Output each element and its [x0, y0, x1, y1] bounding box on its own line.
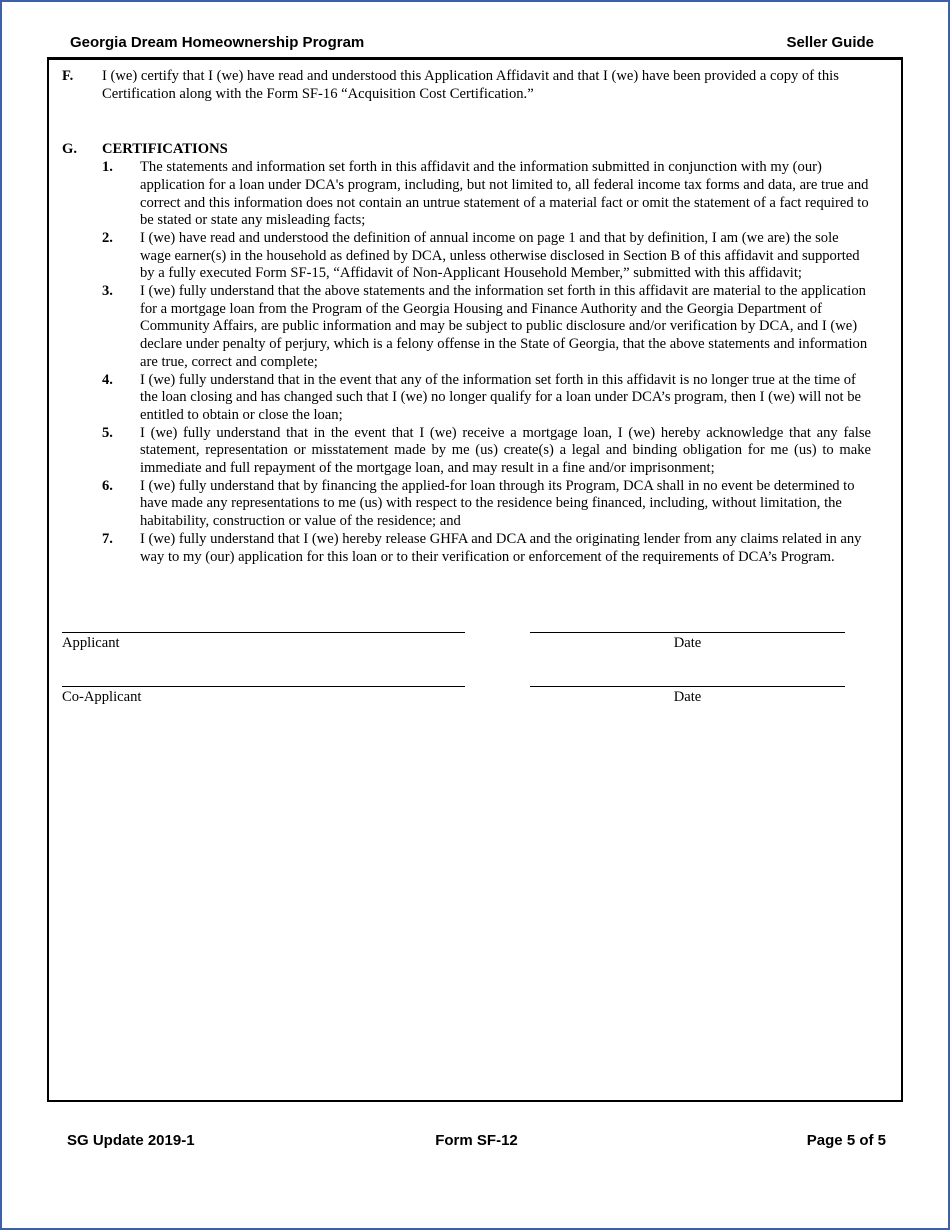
cert-item: [102, 425, 871, 478]
cert-item: [102, 230, 871, 283]
signature-block: [62, 632, 871, 706]
cert-item: [102, 531, 871, 566]
applicant-signature-row: [62, 632, 871, 653]
header-seller-guide: Seller Guide: [786, 34, 874, 51]
document-box: [47, 57, 903, 1102]
cert-item-number: 6.: [102, 477, 113, 494]
cert-item-text: I (we) have read and understood the definition of annual income on page 1 and that by definition, I am (we are) the sole wage earner(s) in the household as defined by DCA, unless otherwise disclosed in Section B of this affidavit and supported by a fully executed Form SF-15, “Affidavit of Non-Applicant Household Member,” submitted with this affidavit;: [140, 229, 860, 282]
cert-item-number: 5.: [102, 424, 113, 441]
applicant-date-field: [530, 632, 845, 653]
page-header: [2, 2, 948, 57]
cert-item: [102, 159, 871, 230]
cert-item-number: 2.: [102, 229, 113, 246]
cert-item-text: I (we) fully understand that I (we) hereby release GHFA and DCA and the originating lender from any claims related in any way to my (our) application for this loan or to their verification or enforcement of the requirements of DCA’s Program.: [140, 530, 862, 565]
applicant-signature-field: [62, 632, 465, 653]
section-g: [62, 141, 871, 566]
cert-item: [102, 283, 871, 372]
cert-item-text: I (we) fully understand that in the event that I (we) receive a mortgage loan, I (we) hereby acknowledge that any false statement, representation or misstatement made by me (us) create(s) a legal and binding obligation for me (us) to make immediate and full repayment of the mortgage loan, and may result in a fine and/or imprisonment;: [140, 424, 871, 477]
co-applicant-signature-field: [62, 686, 465, 707]
section-g-label: G.: [62, 141, 77, 158]
cert-item-number: 4.: [102, 371, 113, 388]
co-applicant-date-field: [530, 686, 845, 707]
cert-item-text: I (we) fully understand that in the event that any of the information set forth in this affidavit is no longer true at the time of the loan closing and has changed such that I (we) no longer qualify for a loan under DCA’s program, then I (we) will not be entitled to obtain or close the loan;: [140, 371, 861, 423]
co-applicant-date-label: Date: [673, 688, 702, 705]
applicant-date-label: Date: [673, 635, 702, 652]
cert-item: [102, 372, 871, 425]
footer-page-number: Page 5 of 5: [806, 1132, 886, 1149]
cert-item-text: I (we) fully understand that the above statements and the information set forth in this affidavit are material to the application for a mortgage loan from the Program of the Georgia Housing and Finance Authority and the Georgia Department of Community Affairs, are public information and may be subject to public disclosure and/or verification by DCA, and I (we) declare under penalty of perjury, which is a felony offense in the State of Georgia, that the above statements and information are true, correct and complete;: [140, 283, 868, 370]
footer-form-number: Form SF-12: [435, 1132, 518, 1149]
applicant-label: Applicant: [62, 635, 120, 652]
cert-item-number: 1.: [102, 159, 113, 176]
co-applicant-signature-row: [62, 686, 871, 707]
cert-item: [102, 478, 871, 531]
section-g-title: CERTIFICATIONS: [102, 141, 228, 158]
cert-item-text: The statements and information set forth in this affidavit and the information submitted in conjunction with my (our) application for a loan under DCA's program, including, but not limited to, all federal income tax forms and data, are true and correct and this information does not contain an untrue statement of a material fact or omit the statement of a fact required to be stated or state any misleading facts;: [140, 159, 869, 229]
co-applicant-label: Co-Applicant: [62, 688, 142, 705]
cert-item-number: 7.: [102, 530, 113, 547]
page-footer: [2, 1132, 948, 1149]
section-f: [62, 68, 871, 103]
section-g-content: [102, 141, 871, 566]
cert-item-text: I (we) fully understand that by financing the applied-for loan through its Program, DCA shall in no event be determined to have made any representations to me (us) with respect to the residence being financed, including, without limitation, the habitability, construction or value of the residence; and: [140, 477, 855, 530]
section-f-label: F.: [62, 68, 74, 84]
header-program-title: Georgia Dream Homeownership Program: [70, 34, 365, 51]
section-f-text: I (we) certify that I (we) have read and understood this Application Affidavit and that I (we) have been provided a copy of this Certification along with the Form SF-16 “Acquisition Cost Certification.”: [102, 68, 839, 102]
footer-sg-update: SG Update 2019-1: [67, 1132, 195, 1149]
cert-item-number: 3.: [102, 283, 113, 300]
